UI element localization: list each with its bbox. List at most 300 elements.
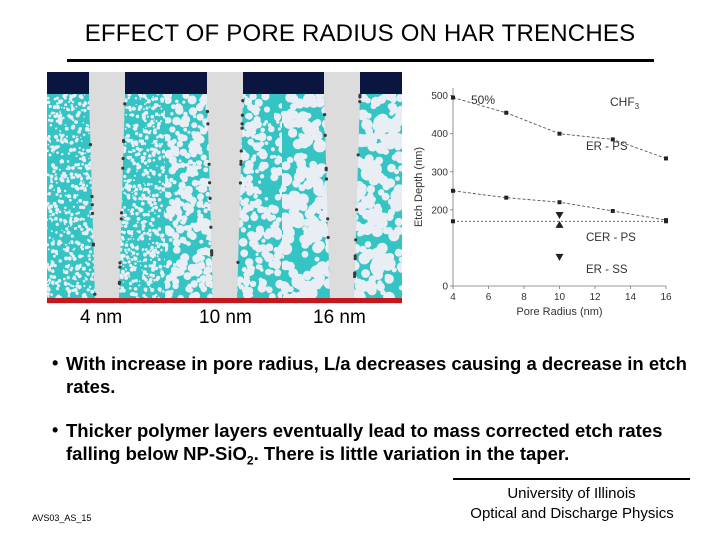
pore	[360, 163, 365, 168]
pore	[162, 290, 165, 293]
slide-id: AVS03_AS_15	[32, 513, 92, 523]
series-label: ER - SS	[586, 264, 628, 276]
pore	[160, 191, 162, 193]
polymer-speck	[209, 226, 212, 229]
pore	[135, 132, 138, 135]
pore	[156, 250, 158, 252]
pore	[253, 194, 258, 199]
pore	[122, 214, 124, 216]
pore	[149, 273, 152, 276]
title-underline	[67, 59, 654, 62]
pore	[53, 112, 55, 114]
pore	[122, 225, 124, 227]
pore	[83, 181, 84, 182]
pore	[125, 114, 127, 116]
pore	[75, 106, 77, 108]
pore	[68, 226, 69, 227]
pore	[47, 202, 50, 205]
pore	[66, 265, 69, 268]
pore	[264, 209, 271, 216]
pore	[76, 266, 80, 270]
pore	[133, 179, 135, 181]
pore	[134, 175, 136, 177]
pore	[152, 194, 156, 198]
pore	[75, 292, 78, 295]
pore	[175, 279, 179, 283]
pore	[55, 283, 57, 285]
pore	[53, 166, 56, 169]
pore	[57, 145, 60, 148]
pore	[194, 172, 198, 176]
pore	[83, 201, 86, 204]
pore	[132, 107, 136, 111]
pore	[153, 159, 156, 162]
pore	[261, 239, 265, 243]
pore	[87, 263, 90, 266]
polymer-speck	[240, 127, 243, 130]
pore	[132, 280, 135, 283]
x-tick-label: 16	[660, 292, 672, 303]
pore	[71, 126, 75, 130]
pore	[139, 187, 142, 190]
pore	[140, 265, 142, 267]
bullet-text: With increase in pore radius, L/a decreases causing a decrease in etch rates.	[66, 353, 687, 397]
pore	[76, 282, 79, 285]
mask-right	[125, 72, 167, 94]
bullet-text-tail: . There is little variation in the taper.	[253, 443, 570, 464]
pore	[143, 130, 145, 132]
pore	[73, 276, 76, 279]
pore	[66, 231, 70, 235]
data-point	[664, 156, 668, 160]
pore	[139, 133, 143, 137]
pore	[197, 210, 201, 214]
pore	[133, 238, 134, 239]
polymer-speck	[327, 236, 330, 239]
pore	[55, 173, 57, 175]
polymer-speck	[91, 203, 94, 206]
pore	[78, 254, 82, 258]
pore	[51, 219, 53, 221]
x-tick-label: 12	[589, 292, 601, 303]
pore	[84, 101, 86, 103]
pore	[260, 128, 265, 133]
pore	[78, 102, 82, 106]
polymer-speck	[326, 217, 329, 220]
pore	[83, 116, 85, 118]
pore	[49, 209, 53, 213]
pore	[204, 266, 212, 274]
pore	[260, 174, 264, 178]
pore	[151, 209, 154, 212]
pore	[88, 258, 91, 261]
pore	[157, 215, 160, 218]
polymer-speck	[123, 102, 126, 105]
pore	[265, 253, 274, 262]
pore	[245, 163, 253, 171]
pore	[142, 173, 146, 177]
pore	[86, 185, 88, 187]
pore	[264, 106, 270, 112]
pore	[198, 189, 202, 193]
pore	[128, 185, 130, 187]
pore	[85, 230, 89, 234]
x-tick-label: 6	[485, 292, 492, 303]
pore	[159, 181, 161, 183]
pore	[64, 270, 68, 274]
pore	[53, 189, 55, 191]
pore	[85, 225, 88, 228]
x-tick-label: 4	[450, 292, 456, 303]
pore	[79, 218, 82, 221]
pore	[80, 137, 81, 138]
pore	[119, 274, 123, 278]
pore	[388, 209, 395, 216]
pore	[158, 287, 161, 290]
pore	[248, 225, 251, 228]
pore	[135, 212, 139, 216]
data-point	[504, 111, 508, 115]
pore	[143, 270, 147, 274]
pore	[71, 235, 74, 238]
pore	[141, 202, 145, 206]
pore	[146, 172, 148, 174]
pore	[61, 107, 63, 109]
pore	[54, 205, 58, 209]
pore	[150, 288, 154, 292]
pore	[64, 190, 66, 192]
pore	[72, 135, 75, 138]
pore	[136, 104, 137, 105]
pore	[197, 161, 202, 166]
pore	[74, 163, 78, 167]
pore	[81, 163, 84, 166]
pore	[130, 238, 132, 240]
pore	[50, 178, 52, 180]
pore	[155, 140, 157, 142]
pore	[130, 210, 133, 213]
pore	[83, 159, 87, 163]
panel-label-4nm: 4 nm	[80, 307, 123, 328]
pore	[56, 182, 58, 184]
pore	[68, 211, 71, 214]
pore	[85, 279, 87, 281]
pore	[204, 210, 207, 213]
pore	[148, 155, 151, 158]
pore	[239, 238, 248, 247]
pore	[76, 194, 78, 196]
pore	[125, 106, 128, 109]
pore	[259, 244, 266, 251]
series-label: ER - PS	[586, 141, 628, 153]
pore	[134, 192, 137, 195]
series-label: CER - PS	[586, 232, 636, 244]
pore	[265, 197, 269, 201]
pore	[132, 251, 136, 255]
pore	[69, 167, 71, 169]
pore	[152, 170, 156, 174]
pore	[144, 161, 147, 164]
polymer-speck	[118, 282, 121, 285]
pore	[91, 276, 93, 278]
pore	[369, 163, 382, 176]
pore	[129, 258, 131, 260]
pore	[185, 153, 191, 159]
polymer-speck	[240, 149, 243, 152]
pore	[56, 112, 59, 115]
pore	[126, 217, 130, 221]
polymer-speck	[239, 181, 242, 184]
polymer-speck	[118, 266, 121, 269]
pore	[70, 172, 74, 176]
pore	[51, 261, 55, 265]
pore	[145, 144, 146, 145]
pore	[174, 163, 180, 169]
pore	[248, 236, 252, 240]
pore	[153, 279, 155, 281]
data-point	[558, 200, 562, 204]
pore	[200, 101, 206, 107]
pore	[125, 268, 127, 270]
pore	[313, 184, 326, 197]
pore	[78, 274, 82, 278]
pore	[197, 217, 203, 223]
pore	[151, 107, 155, 111]
pore	[196, 201, 203, 208]
pore	[192, 180, 199, 187]
pore	[138, 148, 142, 152]
pore	[127, 248, 130, 251]
pore	[187, 230, 195, 238]
pore	[70, 100, 72, 102]
pore	[71, 108, 74, 111]
pore	[150, 183, 152, 185]
pore	[79, 158, 82, 161]
pore	[148, 276, 150, 278]
pore	[158, 209, 161, 212]
data-point	[451, 189, 455, 193]
pore	[283, 175, 292, 184]
pore	[76, 227, 78, 229]
pore	[55, 208, 59, 212]
pore	[315, 257, 320, 262]
pore	[292, 292, 297, 297]
pore	[56, 139, 59, 142]
pore	[137, 261, 139, 263]
pore	[131, 141, 135, 145]
pore	[50, 180, 53, 183]
pore	[271, 147, 275, 151]
pore	[51, 281, 55, 285]
pore	[385, 274, 391, 280]
pore	[240, 249, 248, 257]
pore	[260, 162, 266, 168]
pore	[141, 224, 145, 228]
pore	[52, 213, 55, 216]
pore	[55, 212, 57, 214]
pore	[77, 111, 81, 115]
pore	[135, 206, 138, 209]
pore	[67, 108, 70, 111]
pore	[153, 229, 157, 233]
pore	[84, 94, 85, 95]
pore	[144, 184, 146, 186]
pore	[241, 185, 245, 189]
pore	[54, 217, 58, 221]
polymer-speck	[357, 153, 360, 156]
polymer-speck	[208, 163, 211, 166]
pore	[176, 218, 180, 222]
pore	[156, 165, 158, 167]
pore	[151, 98, 153, 100]
pore	[147, 191, 150, 194]
pore	[382, 193, 390, 201]
pore	[56, 223, 59, 226]
pore	[61, 230, 62, 231]
pore	[78, 151, 81, 154]
pore	[159, 234, 161, 236]
pore	[57, 242, 61, 246]
pore	[80, 176, 82, 178]
data-point	[611, 209, 615, 213]
pore	[286, 262, 295, 271]
pore	[204, 228, 211, 235]
pore	[381, 134, 394, 147]
pore	[64, 207, 67, 210]
pore	[174, 225, 177, 228]
pore	[128, 209, 130, 211]
pore	[155, 247, 157, 249]
pore	[63, 231, 65, 233]
pore	[76, 155, 78, 157]
pore	[59, 177, 63, 181]
pore	[206, 192, 211, 197]
pore	[76, 136, 78, 138]
polymer-speck	[91, 212, 94, 215]
data-point	[451, 219, 455, 223]
pore	[194, 165, 199, 170]
pore	[367, 140, 373, 146]
pore	[149, 106, 151, 108]
pore	[144, 265, 147, 268]
pore	[158, 94, 159, 95]
pore	[132, 195, 133, 196]
pore	[255, 169, 259, 173]
pore	[57, 189, 61, 193]
pore	[83, 122, 85, 124]
pore	[64, 103, 67, 106]
pore	[82, 103, 86, 107]
pore	[155, 194, 158, 197]
pore	[131, 158, 135, 162]
pore	[87, 215, 89, 217]
pore	[55, 231, 58, 234]
pore	[138, 230, 141, 233]
pore	[148, 229, 151, 232]
pore	[79, 206, 82, 209]
pore	[127, 179, 130, 182]
pore	[54, 135, 58, 139]
mask-right	[360, 72, 402, 94]
pore	[124, 180, 127, 183]
pore	[146, 149, 149, 152]
polymer-speck	[206, 122, 209, 125]
polymer-speck	[120, 211, 123, 214]
pore	[160, 120, 162, 122]
pore	[383, 227, 390, 234]
polymer-speck	[241, 122, 244, 125]
pore	[146, 213, 149, 216]
pore	[125, 128, 127, 130]
pore	[76, 175, 80, 179]
pore	[122, 289, 126, 293]
substrate	[282, 298, 402, 303]
pore	[65, 195, 67, 197]
pore	[146, 221, 148, 223]
pore	[199, 178, 207, 186]
pore	[376, 217, 387, 228]
pore	[70, 104, 73, 107]
pore	[312, 242, 323, 253]
pore	[151, 117, 153, 119]
pore	[87, 239, 89, 241]
pore	[139, 95, 142, 98]
pore	[67, 160, 70, 163]
pore	[158, 198, 161, 201]
pore	[145, 107, 148, 110]
pore	[254, 121, 262, 129]
pore	[129, 282, 132, 285]
pore	[151, 218, 155, 222]
pore	[59, 130, 61, 132]
pore	[50, 175, 54, 179]
pore	[141, 160, 144, 163]
pore	[133, 257, 137, 261]
pore	[149, 194, 151, 196]
pore	[160, 204, 163, 207]
pore	[139, 211, 141, 213]
pore	[246, 205, 252, 211]
pore	[75, 285, 78, 288]
pore	[364, 249, 375, 260]
pore	[175, 197, 180, 202]
pore	[163, 187, 165, 189]
pore	[65, 249, 67, 251]
pore	[139, 281, 141, 283]
pore	[53, 105, 57, 109]
pore	[48, 279, 51, 282]
pore	[155, 267, 158, 270]
pore	[49, 282, 51, 284]
pore	[150, 259, 152, 261]
pore	[86, 176, 89, 179]
pore	[70, 142, 73, 145]
pore	[157, 151, 161, 155]
pore	[297, 153, 305, 161]
pore	[275, 194, 282, 201]
pore	[154, 212, 156, 214]
pore	[69, 243, 71, 245]
pore	[244, 282, 249, 287]
pore	[312, 120, 320, 128]
pore	[88, 246, 90, 248]
pore	[256, 264, 261, 269]
pore	[154, 264, 156, 266]
pore	[263, 123, 266, 126]
pore	[127, 156, 130, 159]
pore	[187, 131, 190, 134]
pore	[314, 277, 324, 287]
